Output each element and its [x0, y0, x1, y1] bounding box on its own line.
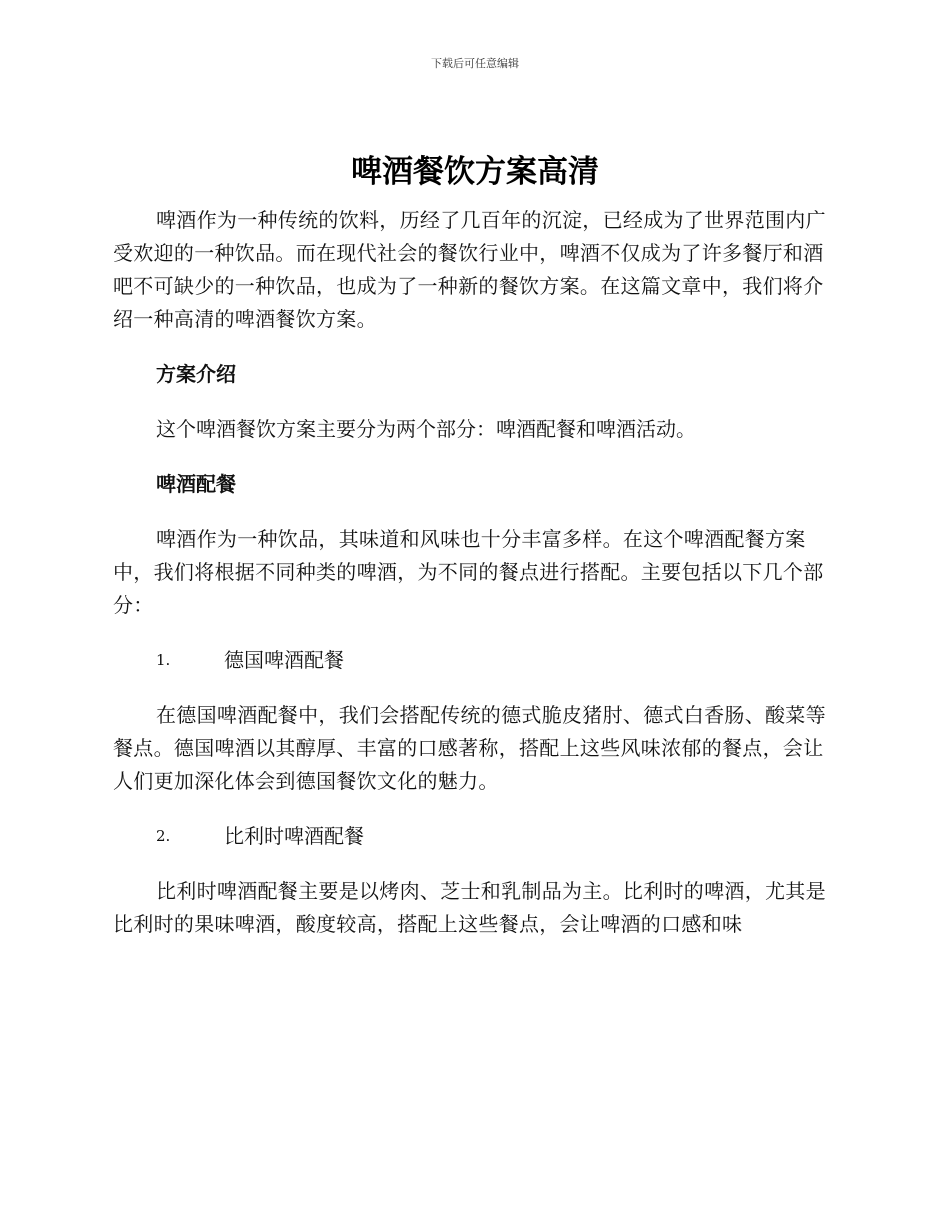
intro-paragraph: 啤酒作为一种传统的饮料，历经了几百年的沉淀，已经成为了世界范围内广受欢迎的一种饮品。而在现代社会的餐饮行业中，啤酒不仅成为了许多餐厅和酒吧不可缺少的一种饮品，也成为了一种新的餐饮方案。在这篇文章中，我们将介绍一种高清的啤酒餐饮方案。: [113, 208, 826, 331]
list-number: 2.: [156, 827, 171, 845]
beer-pairing-paragraph: 啤酒作为一种饮品，其味道和风味也十分丰富多样。在这个啤酒配餐方案中，我们将根据不同种类的啤酒，为不同的餐点进行搭配。主要包括以下几个部分：: [113, 527, 824, 617]
section-heading-beer-pairing: 啤酒配餐: [156, 472, 236, 496]
section-heading-plan-intro: 方案介绍: [156, 362, 236, 386]
plan-intro-paragraph: 这个啤酒餐饮方案主要分为两个部分：啤酒配餐和啤酒活动。: [156, 417, 696, 441]
list-item-german: [156, 644, 831, 677]
list-item-belgian: [156, 820, 831, 853]
german-pairing-paragraph: 在德国啤酒配餐中，我们会搭配传统的德式脆皮猪肘、德式白香肠、酸菜等餐点。德国啤酒以其醇厚、丰富的口感著称，搭配上这些风味浓郁的餐点，会让人们更加深化体会到德国餐饮文化的魅力。: [113, 703, 826, 793]
list-number: 1.: [156, 651, 171, 669]
document-title: 啤酒餐饮方案高清: [351, 154, 599, 190]
list-item-label: 德国啤酒配餐: [224, 648, 344, 672]
document-body: [113, 204, 831, 963]
page-header-note: 下载后可任意编辑: [431, 57, 519, 70]
list-item-label: 比利时啤酒配餐: [224, 824, 364, 848]
belgian-pairing-paragraph: 比利时啤酒配餐主要是以烤肉、芝士和乳制品为主。比利时的啤酒，尤其是比利时的果味啤酒，酸度较高，搭配上这些餐点，会让啤酒的口感和味: [113, 879, 826, 936]
